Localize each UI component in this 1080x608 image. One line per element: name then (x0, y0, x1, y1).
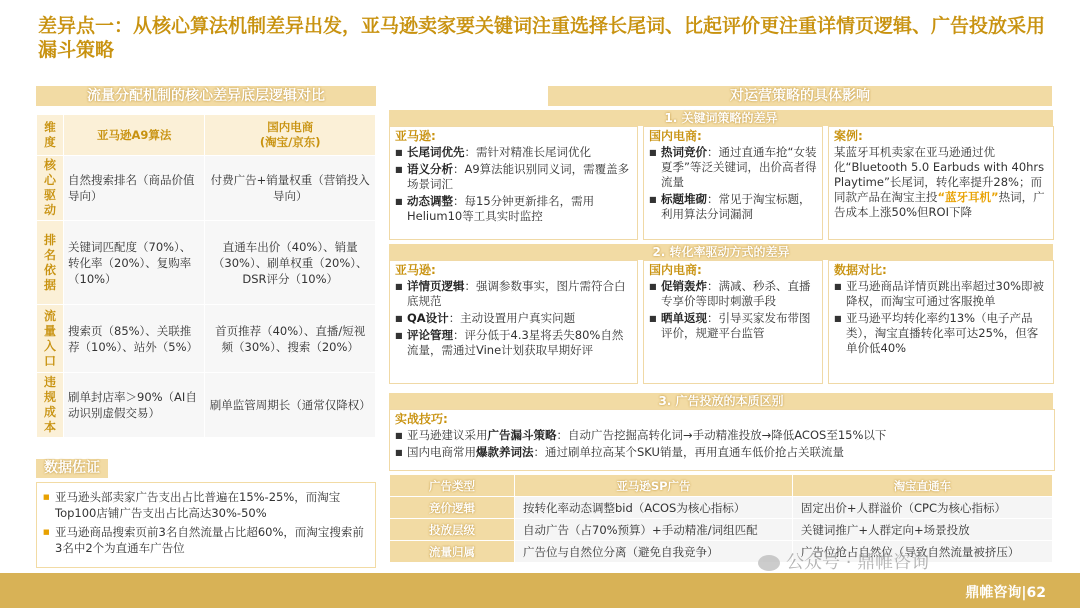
cell-domestic: 刷单监管周期长（通常仅降权） (205, 373, 376, 438)
row-label: 流量归属 (390, 541, 515, 563)
right-header: 对运营策略的具体影响 (548, 86, 1052, 106)
card-heading: 数据对比: (834, 263, 887, 277)
list-item: ■ QA设计：主动设置用户真实问题 (395, 311, 633, 326)
cell-amazon: 广告位与自然位分离（避免自我竞争） (515, 541, 793, 563)
ads-table (389, 474, 1053, 563)
evidence-tag: 数据佐证 (36, 459, 108, 478)
cell-amazon: 搜索页（85%）、关联推荐（10%）、站外（5%） (64, 305, 205, 373)
col-dimension: 维度 (37, 115, 64, 156)
row-label: 投放层级 (390, 519, 515, 541)
col-taobao-ztc: 淘宝直通车 (792, 475, 1052, 497)
cell-domestic: 付费广告+销量权重（营销投入导向） (205, 156, 376, 221)
card-tips (389, 409, 1055, 471)
list-item: ■ 国内电商常用爆款养词法：通过刷单拉高某个SKU销量，再用直通车低价抢占关联流量 (395, 445, 1050, 460)
list-item: ■ 亚马逊建议采用广告漏斗策略：自动广告挖掘高转化词→手动精准投放→降低ACOS至15%以下 (395, 428, 1050, 443)
row-dim: 排名依据 (37, 221, 64, 305)
card-amazon-keyword (389, 126, 638, 240)
card-heading: 案例: (834, 129, 863, 143)
table-row (390, 497, 1053, 519)
table-row (37, 156, 376, 221)
section-conversion-title: 2. 转化率驱动方式的差异 (389, 244, 1053, 260)
cell-amazon: 自然搜索排名（商品价值导向） (64, 156, 205, 221)
row-dim: 违规成本 (37, 373, 64, 438)
list-item: ■ 语义分析：A9算法能识别同义词，需覆盖多场景词汇 (395, 162, 633, 192)
list-item: ■ 亚马逊平均转化率约13%（电子产品类），淘宝直播转化率可达25%，但客单价低40% (834, 311, 1049, 356)
list-item: ■ 长尾词优先：需针对精准长尾词优化 (395, 145, 633, 160)
cell-taobao: 固定出价+人群溢价（CPC为核心指标） (792, 497, 1052, 519)
watermark: 公众号 · 鼎帷咨询 (758, 548, 929, 574)
col-domestic: 国内电商 (淘宝/京东) (205, 115, 376, 156)
mechanism-table (36, 114, 376, 438)
card-amazon-conversion (389, 260, 638, 384)
list-item: ■ 详情页逻辑：强调参数事实，图片需符合白底规范 (395, 279, 633, 309)
cell-amazon: 关键词匹配度（70%）、转化率（20%）、复购率（10%） (64, 221, 205, 305)
list-item: ■ 亚马逊头部卖家广告支出占比普遍在15%-25%，而淘宝Top100店铺广告支出占比高达30%-50% (43, 489, 371, 521)
cell-amazon: 刷单封店率＞90%（AI自动识别虚假交易） (64, 373, 205, 438)
list-item: ■ 热词竞价：通过直通车抢“女装 夏季”等泛关键词，出价高者得流量 (649, 145, 818, 190)
section-keyword-title: 1. 关键词策略的差异 (389, 110, 1053, 126)
list-item: ■ 亚马逊商品详情页跳出率超过30%即被降权，而淘宝可通过客服挽单 (834, 279, 1049, 309)
list-item: ■ 促销轰炸：满减、秒杀、直播专享价等即时刺激手段 (649, 279, 818, 309)
table-row (37, 373, 376, 438)
page-title: 差异点一：从核心算法机制差异出发，亚马逊卖家要关键词注重选择长尾词、比起评价更注重详情页逻辑、广告投放采用漏斗策略 (38, 15, 1046, 61)
card-data-compare (828, 260, 1054, 384)
row-label: 竞价逻辑 (390, 497, 515, 519)
cell-amazon: 自动广告（占70%预算）+手动精准/词组匹配 (515, 519, 793, 541)
row-dim: 流量入口 (37, 305, 64, 373)
card-heading: 亚马逊: (395, 129, 436, 143)
cell-taobao: 广告位抢占自然位（导致自然流量被挤压） (792, 541, 1052, 563)
table-row (390, 519, 1053, 541)
list-item: ■ 标题堆砌：常见于淘宝标题，利用算法分词漏洞 (649, 192, 818, 222)
cell-taobao: 关键词推广+人群定向+场景投放 (792, 519, 1052, 541)
cell-domestic: 直通车出价（40%）、销量（30%）、刷单权重（20%）、DSR评分（10%） (205, 221, 376, 305)
col-amazon-sp: 亚马逊SP广告 (515, 475, 793, 497)
card-heading: 国内电商: (649, 129, 702, 143)
table-row (37, 305, 376, 373)
card-domestic-keyword (643, 126, 823, 240)
card-domestic-conversion (643, 260, 823, 384)
card-heading: 亚马逊: (395, 263, 436, 277)
list-item: ■ 亚马逊商品搜索页前3名自然流量占比超60%，而淘宝搜索前3名中2个为直通车广告位 (43, 524, 371, 556)
list-item: ■ 晒单返现：引导买家发布带图评价，规避平台监管 (649, 311, 818, 341)
left-header: 流量分配机制的核心差异底层逻辑对比 (36, 86, 376, 106)
row-dim: 核心驱动 (37, 156, 64, 221)
footer-bar (0, 573, 1080, 608)
list-item: ■ 动态调整：每15分钟更新排名，需用Helium10等工具实时监控 (395, 194, 633, 224)
cell-amazon: 按转化率动态调整bid（ACOS为核心指标） (515, 497, 793, 519)
table-row (37, 221, 376, 305)
footer-brand: 鼎帷咨询|62 (965, 585, 1046, 601)
evidence-box (36, 482, 376, 568)
wechat-icon (758, 555, 780, 571)
col-ad-type: 广告类型 (390, 475, 515, 497)
card-heading: 国内电商: (649, 263, 702, 277)
case-text: 某蓝牙耳机卖家在亚马逊通过优化“Bluetooth 5.0 Earbuds with 40hrs Playtime”长尾词，转化率提升28%；而同款产品在淘宝主投“蓝牙耳机”热词，广告成本上涨50%但ROI下降 (834, 145, 1045, 219)
table-row (390, 541, 1053, 563)
cell-domestic: 首页推荐（40%）、直播/短视频（30%）、搜索（20%） (205, 305, 376, 373)
card-case (828, 126, 1054, 240)
list-item: ■ 评论管理：评分低于4.3星将丢失80%自然流量，需通过Vine计划获取早期好评 (395, 328, 633, 358)
section-ads-title: 3. 广告投放的本质区别 (389, 393, 1053, 409)
card-heading: 实战技巧: (395, 412, 448, 426)
col-amazon: 亚马逊A9算法 (64, 115, 205, 156)
